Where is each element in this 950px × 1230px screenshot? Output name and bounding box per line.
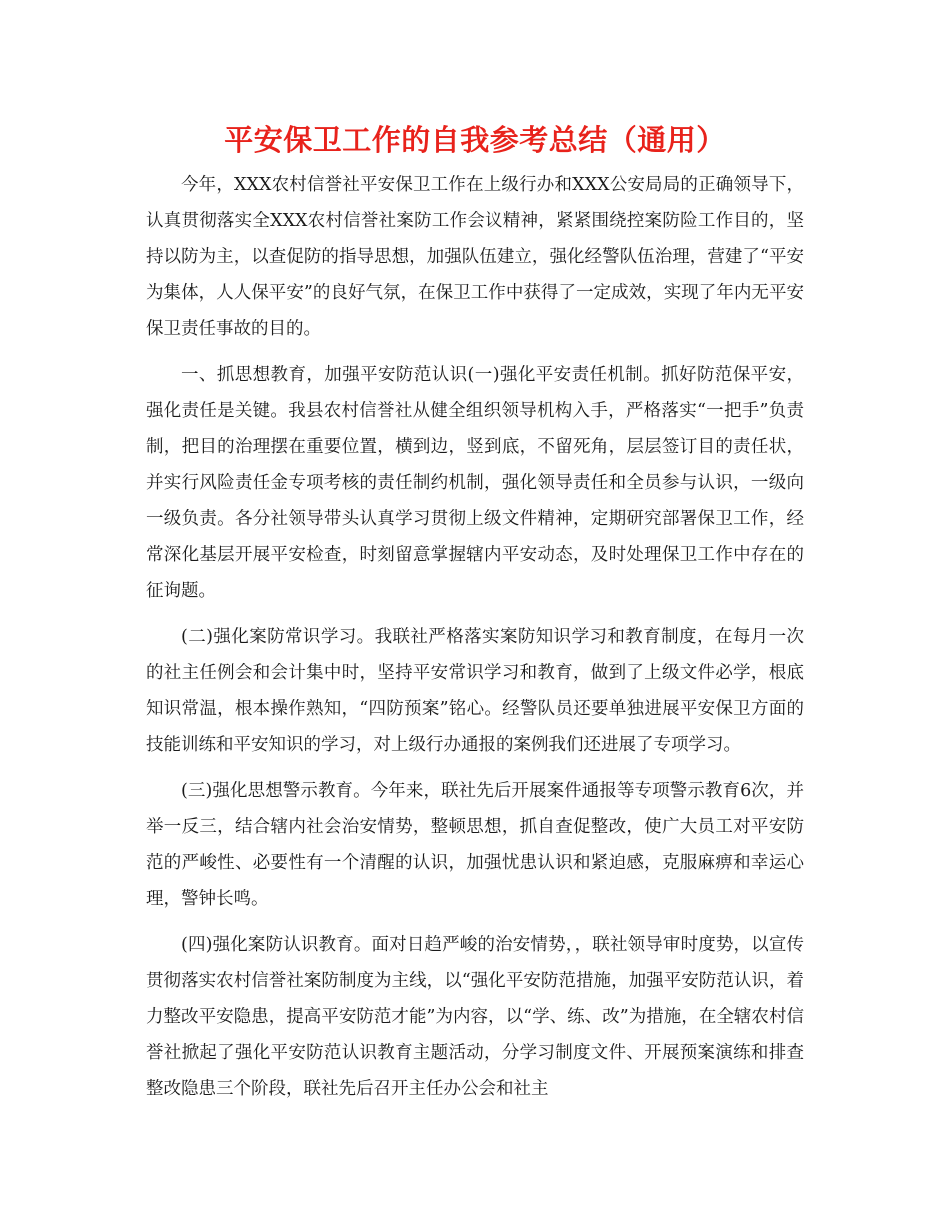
paragraph-section-2: (二)强化案防常识学习。我联社严格落实案防知识学习和教育制度，在每月一次的社主任例会和会计集中时，坚持平安常识学习和教育，做到了上级文件必学，根底知识常温，根本操作熟知，“四防预案”铭心。经警队员还要单独进展平安保卫方面的技能训练和平安知识的学习，对上级行办通报的案例我们还进展了专项学习。 bbox=[146, 627, 804, 755]
paragraph-section-1: 一、抓思想教育，加强平安防范认识(一)强化平安责任机制。抓好防范保平安，强化责任是关键。我县农村信誉社从健全组织领导机构入手，严格落实“一把手”负责制，把目的治理摆在重要位置，横到边，竖到底，不留死角，层层签订目的责任状，并实行风险责任金专项考核的责任制约机制，强化领导责任和全员参与认识，一级向一级负责。各分社领导带头认真学习贯彻上级文件精神，定期研究部署保卫工作，经常深化基层开展平安检查，时刻留意掌握辖内平安动态，及时处理保卫工作中存在的征询题。 bbox=[146, 365, 804, 601]
paragraph-section-3: (三)强化思想警示教育。今年来，联社先后开展案件通报等专项警示教育6次，并举一反三，结合辖内社会治安情势，整顿思想，抓自查促整改，使广大员工对平安防范的严峻性、必要性有一个清醒的认识，加强忧患认识和紧迫感，克服麻痹和幸运心理，警钟长鸣。 bbox=[146, 781, 804, 909]
document-body bbox=[146, 167, 804, 1117]
paragraph-section-4: (四)强化案防认识教育。面对日趋严峻的治安情势，，联社领导审时度势，以宣传贯彻落实农村信誉社案防制度为主线，以“强化平安防范措施，加强平安防范认识，着力整改平安隐患，提高平安防范才能”为内容，以“学、练、改”为措施，在全辖农村信誉社掀起了强化平安防范认识教育主题活动，分学习制度文件、开展预案演练和排查整改隐患三个阶段，联社先后召开主任办公会和社主 bbox=[146, 935, 804, 1099]
document-title: 平安保卫工作的自我参考总结（通用） bbox=[224, 123, 726, 157]
paragraph-intro: 今年，XXX农村信誉社平安保卫工作在上级行办和XXX公安局局的正确领导下，认真贯彻落实全XXX农村信誉社案防工作会议精神，紧紧围绕控案防险工作目的，坚持以防为主，以查促防的指导思想，加强队伍建立，强化经警队伍治理，营建了“平安为集体，人人保平安”的良好气氛，在保卫工作中获得了一定成效，实现了年内无平安保卫责任事故的目的。 bbox=[146, 175, 804, 339]
